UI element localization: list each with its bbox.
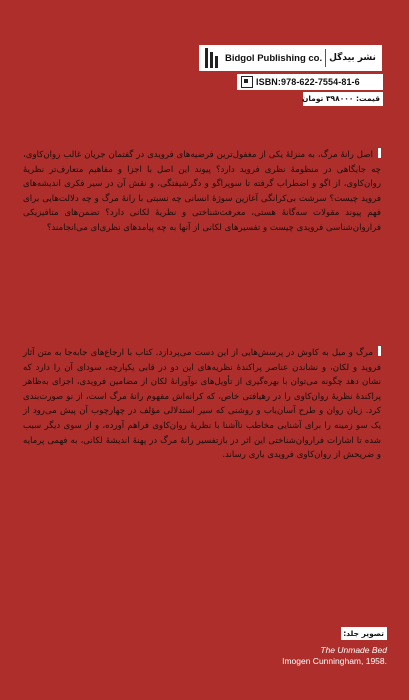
publisher-logo bbox=[203, 46, 221, 70]
paragraph-marker bbox=[378, 148, 381, 158]
publisher-name-en: Bidgol Publishing co. bbox=[225, 52, 323, 64]
isbn-box bbox=[237, 74, 383, 90]
synopsis-paragraph-2 bbox=[23, 346, 381, 582]
cover-credit-label: تصویر جلد: bbox=[341, 627, 387, 640]
price-label: قیمت: ۳۹۸۰۰۰ تومان bbox=[303, 92, 383, 106]
cover-photo-author: Imogen Cunningham, 1958. bbox=[282, 656, 387, 666]
cover-photo-title: The Unmade Bed bbox=[320, 645, 387, 655]
paragraph-1-text: اصل رانهٔ مرگ، به منزلهٔ یکی از مغفول‌ترین فرضیه‌های فرویدی در گفتمان جریان غالب روان‌کاوی، چه جایگاهی در منظومهٔ نظری فروید دارد؟ پیوند این اصل با اجزا و مفاهیم متعارف‌تر نظریهٔ روان‌کاوی، از اگو و اضطراب گرفته تا سوپراگو و دگرشیفتگی، و نقش آن در سیر فکری اندیشه‌های فروید چیست؟ سرشت بی‌کرانگی آغازین سوژهٔ انسانی چه نسبتی با رانهٔ مرگ و چه دلالت‌هایی برای فهم پیوند مقولات سه‌گانهٔ هستی، معرفت‌شناختی و نظریهٔ لکانی دارد؟ تضمن‌های متافیزیکی فراروان‌شناسی فرویدی چیست و تفسیرهای لکانی از آنها به چه پیامدهای نظری‌ای می‌انجامند؟ bbox=[23, 150, 381, 233]
publisher-name-fa: نشر بیدگل bbox=[329, 53, 376, 63]
paragraph-marker bbox=[378, 346, 381, 356]
paragraph-2-text: مرگ و میل به کاوش در پرسش‌هایی از این دست می‌پردازد. کتاب با ارجاع‌های جابه‌جا به متن آثار فروید و لکان، و نشاندن عناصر پراکندهٔ نظریه‌های این دو در قابی یکپارچه، سودای آن را دارد که نشان دهد چگونه می‌توان با بهره‌گیری از تأویل‌های نوآورانهٔ لکان از مضامین فرویدی، اجزای به‌ظاهر پراکندهٔ نظریهٔ روان‌کاوی را در رهیافتی خاص، که کرانه‌اش مفهوم رانهٔ مرگ است، از نو صورت‌بندی کرد. زبان روان و طرح آسان‌یاب و روشنی که سیر استدلالی مؤلف در چهارچوب آن پیش می‌رود از یک سو زمینه را برای آشنایی مخاطب ناآشنا با نظریهٔ روان‌کاوی فراهم آورده، و از سوی دیگر سبب شده تا اشارات فراروان‌شناختی این اثر در بازتفسیر رانهٔ مرگ در پهنهٔ اندیشهٔ لکانی، به فهمی پرمایه و ضریحش از روان‌کاوی فرویدی یاری رساند. bbox=[23, 348, 381, 461]
publisher-box bbox=[199, 45, 382, 71]
qr-icon bbox=[241, 76, 253, 88]
publisher-divider bbox=[325, 49, 326, 67]
synopsis-paragraph-1 bbox=[23, 148, 381, 334]
isbn-text: ISBN:978-622-7554-81-6 bbox=[256, 77, 360, 87]
